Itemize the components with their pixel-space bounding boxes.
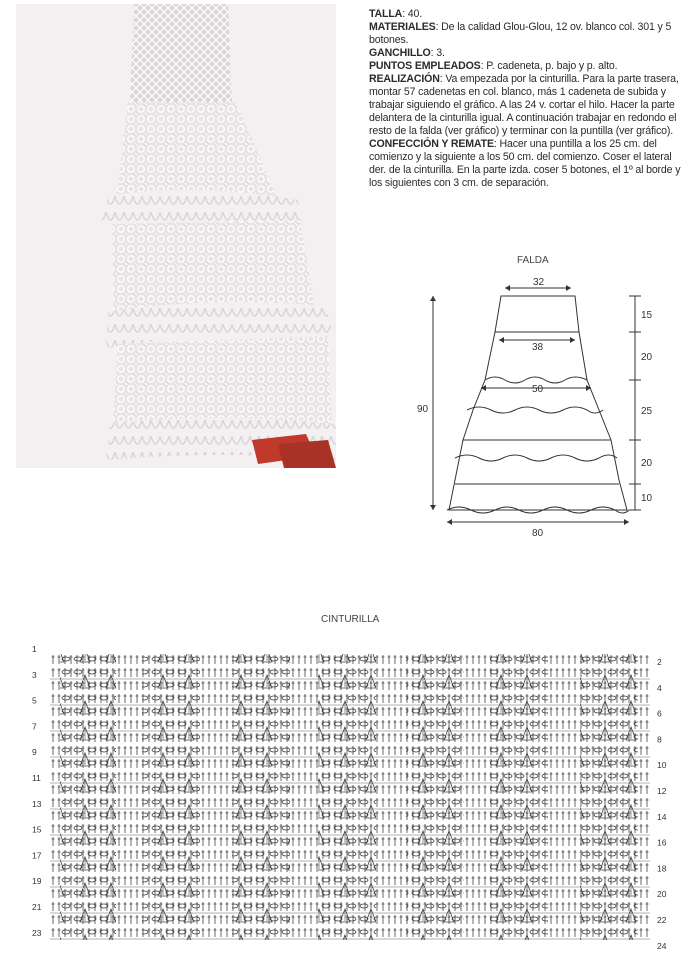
row-number-right: 10	[657, 760, 667, 771]
row-number-left: 3	[32, 669, 37, 680]
row-number-right: 16	[657, 837, 667, 848]
shoe-right	[278, 440, 336, 468]
row-number-left: 7	[32, 721, 37, 732]
row-number-right: 20	[657, 889, 667, 900]
row-number-left: 13	[32, 798, 42, 809]
realizacion-label: REALIZACIÓN	[369, 73, 440, 85]
row-number-left: 19	[32, 876, 42, 887]
falda-width-mid: 38	[532, 342, 544, 353]
falda-schematic	[415, 270, 655, 545]
falda-width-top: 32	[533, 277, 545, 288]
talla-value: : 40.	[402, 8, 423, 20]
row-number-right: 4	[657, 682, 662, 693]
row-number-right: 6	[657, 708, 662, 719]
falda-width-bottom: 80	[532, 528, 544, 539]
row-number-left: 23	[32, 927, 42, 938]
materiales-label: MATERIALES	[369, 21, 436, 33]
row-number-left: 15	[32, 824, 42, 835]
row-number-left: 21	[32, 902, 42, 912]
falda-title: FALDA	[517, 255, 549, 266]
falda-seg-2: 20	[641, 352, 653, 363]
cinturilla-chart	[20, 640, 680, 955]
falda-seg-5: 10	[641, 493, 653, 504]
row-number-right: 8	[657, 734, 662, 745]
talla-label: TALLA	[369, 8, 403, 20]
row-number-right: 14	[657, 811, 667, 822]
falda-seg-1: 15	[641, 310, 653, 321]
cinturilla-title: CINTURILLA	[321, 614, 380, 625]
ganchillo-label: GANCHILLO	[369, 47, 431, 59]
falda-seg-4: 20	[641, 458, 653, 469]
puntos-value: : P. cadeneta, p. bajo y p. alto.	[480, 60, 618, 72]
falda-total-height: 90	[417, 404, 429, 415]
row-number-right: 24	[657, 940, 667, 950]
row-number-left: 11	[32, 773, 41, 783]
ganchillo-value: : 3.	[430, 47, 445, 59]
row-number-right: 22	[657, 915, 667, 925]
row-number-left: 1	[32, 644, 37, 654]
puntos-label: PUNTOS EMPLEADOS	[369, 60, 481, 72]
row-number-right: 12	[657, 786, 667, 796]
confeccion-value: : Hacer una puntilla a los 25 cm. del comienzo y la siguiente a los 50 cm. del comienzo. Coser el lateral der. de la cinturilla. En la parte izda. coser 5 botones, el 1º al borde y los siguientes con 3 cm. de separación.	[369, 138, 681, 189]
row-number-left: 5	[32, 695, 37, 706]
realizacion-value: : Va empezada por la cinturilla. Para la parte trasera, montar 57 cadenetas en col. blanco, más 1 cadeneta de subida y trabajar siguiendo el gráfico. A las 24 v. cortar el hilo. Hacer la parte delantera de la cinturilla igual. A continuación trabajar en redondo el resto de la falda (ver gráfico) y terminar con la puntilla (ver gráfico).	[369, 73, 679, 137]
pattern-instructions	[369, 8, 687, 190]
row-number-left: 9	[32, 747, 37, 758]
falda-seg-3: 25	[641, 406, 653, 417]
materiales-value: : De la calidad Glou-Glou, 12 ov. blanco col. 301 y 5 botones.	[369, 21, 672, 46]
skirt-waistband	[130, 4, 232, 104]
row-number-left: 17	[32, 850, 42, 861]
confeccion-label: CONFECCIÓN Y REMATE	[369, 138, 494, 150]
row-number-right: 2	[657, 657, 662, 667]
falda-width-lower: 50	[532, 384, 544, 395]
row-number-right: 18	[657, 863, 667, 874]
skirt-photo	[16, 4, 336, 468]
